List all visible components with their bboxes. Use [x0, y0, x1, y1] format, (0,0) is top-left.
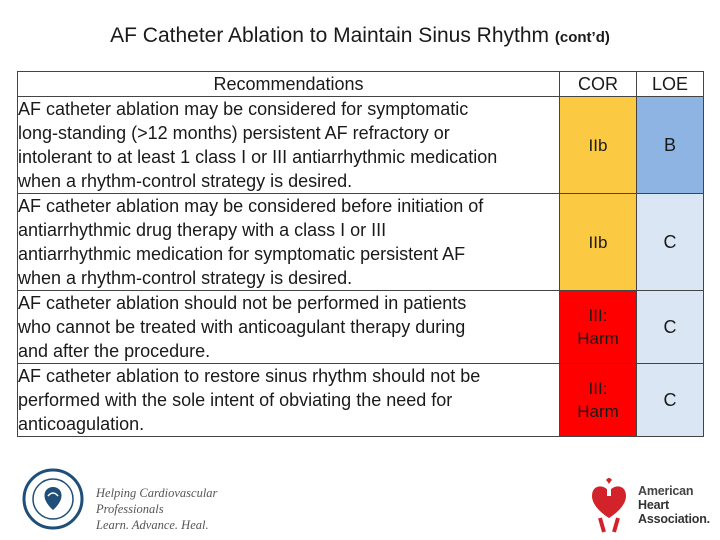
table-header-row: [18, 72, 704, 97]
slide-title-main: AF Catheter Ablation to Maintain Sinus Rhythm: [110, 24, 550, 47]
text-line: when a rhythm-control strategy is desired.: [18, 268, 353, 288]
aha-line-1: American: [638, 484, 694, 498]
slide-title-suffix: (cont’d): [554, 29, 610, 46]
table-row: [18, 291, 704, 364]
acc-footer: [22, 468, 282, 532]
text-line: antiarrhythmic medication for symptomatic persistent AF: [18, 244, 466, 264]
aha-heart-torch-icon: [586, 478, 632, 534]
acc-tagline-line-1: Helping Cardiovascular Professionals: [96, 486, 218, 516]
recommendation-text: [18, 97, 560, 194]
header-loe: LOE: [637, 72, 704, 97]
header-recommendations: Recommendations: [18, 72, 560, 97]
loe-cell: C: [637, 291, 704, 364]
loe-cell: C: [637, 364, 704, 437]
text-line: anticoagulation.: [18, 414, 145, 434]
loe-cell: C: [637, 194, 704, 291]
cor-line: Harm: [577, 329, 619, 348]
text-line: performed with the sole intent of obviating the need for: [18, 390, 453, 410]
cor-line: Harm: [577, 402, 619, 421]
table-row: [18, 194, 704, 291]
aha-line-2: Heart: [638, 498, 669, 512]
text-line: AF catheter ablation may be considered for symptomatic: [18, 99, 469, 119]
cor-cell: IIb: [560, 97, 637, 194]
cor-cell: [560, 291, 637, 364]
cor-line: III:: [588, 306, 608, 325]
loe-cell: B: [637, 97, 704, 194]
cor-line: III:: [588, 379, 608, 398]
acc-seal-icon: [22, 468, 84, 530]
header-cor: COR: [560, 72, 637, 97]
text-line: AF catheter ablation should not be performed in patients: [18, 293, 467, 313]
text-line: when a rhythm-control strategy is desired.: [18, 171, 353, 191]
table-row: [18, 97, 704, 194]
table-row: [18, 364, 704, 437]
text-line: AF catheter ablation may be considered before initiation of: [18, 196, 484, 216]
text-line: and after the procedure.: [18, 341, 211, 361]
text-line: AF catheter ablation to restore sinus rhythm should not be: [18, 366, 481, 386]
text-line: long-standing (>12 months) persistent AF refractory or: [18, 123, 450, 143]
recommendation-text: [18, 364, 560, 437]
recommendation-text: [18, 194, 560, 291]
acc-tagline: [96, 485, 282, 533]
recommendations-table: [17, 71, 704, 437]
acc-tagline-line-2: Learn. Advance. Heal.: [96, 518, 209, 532]
cor-cell: IIb: [560, 194, 637, 291]
slide-title: [0, 24, 720, 48]
cor-cell: [560, 364, 637, 437]
aha-footer: [586, 478, 716, 536]
aha-wordmark: [638, 484, 710, 526]
recommendation-text: [18, 291, 560, 364]
aha-line-3: Association.: [638, 512, 710, 526]
text-line: intolerant to at least 1 class I or III antiarrhythmic medication: [18, 147, 498, 167]
text-line: antiarrhythmic drug therapy with a class I or III: [18, 220, 387, 240]
text-line: who cannot be treated with anticoagulant therapy during: [18, 317, 466, 337]
